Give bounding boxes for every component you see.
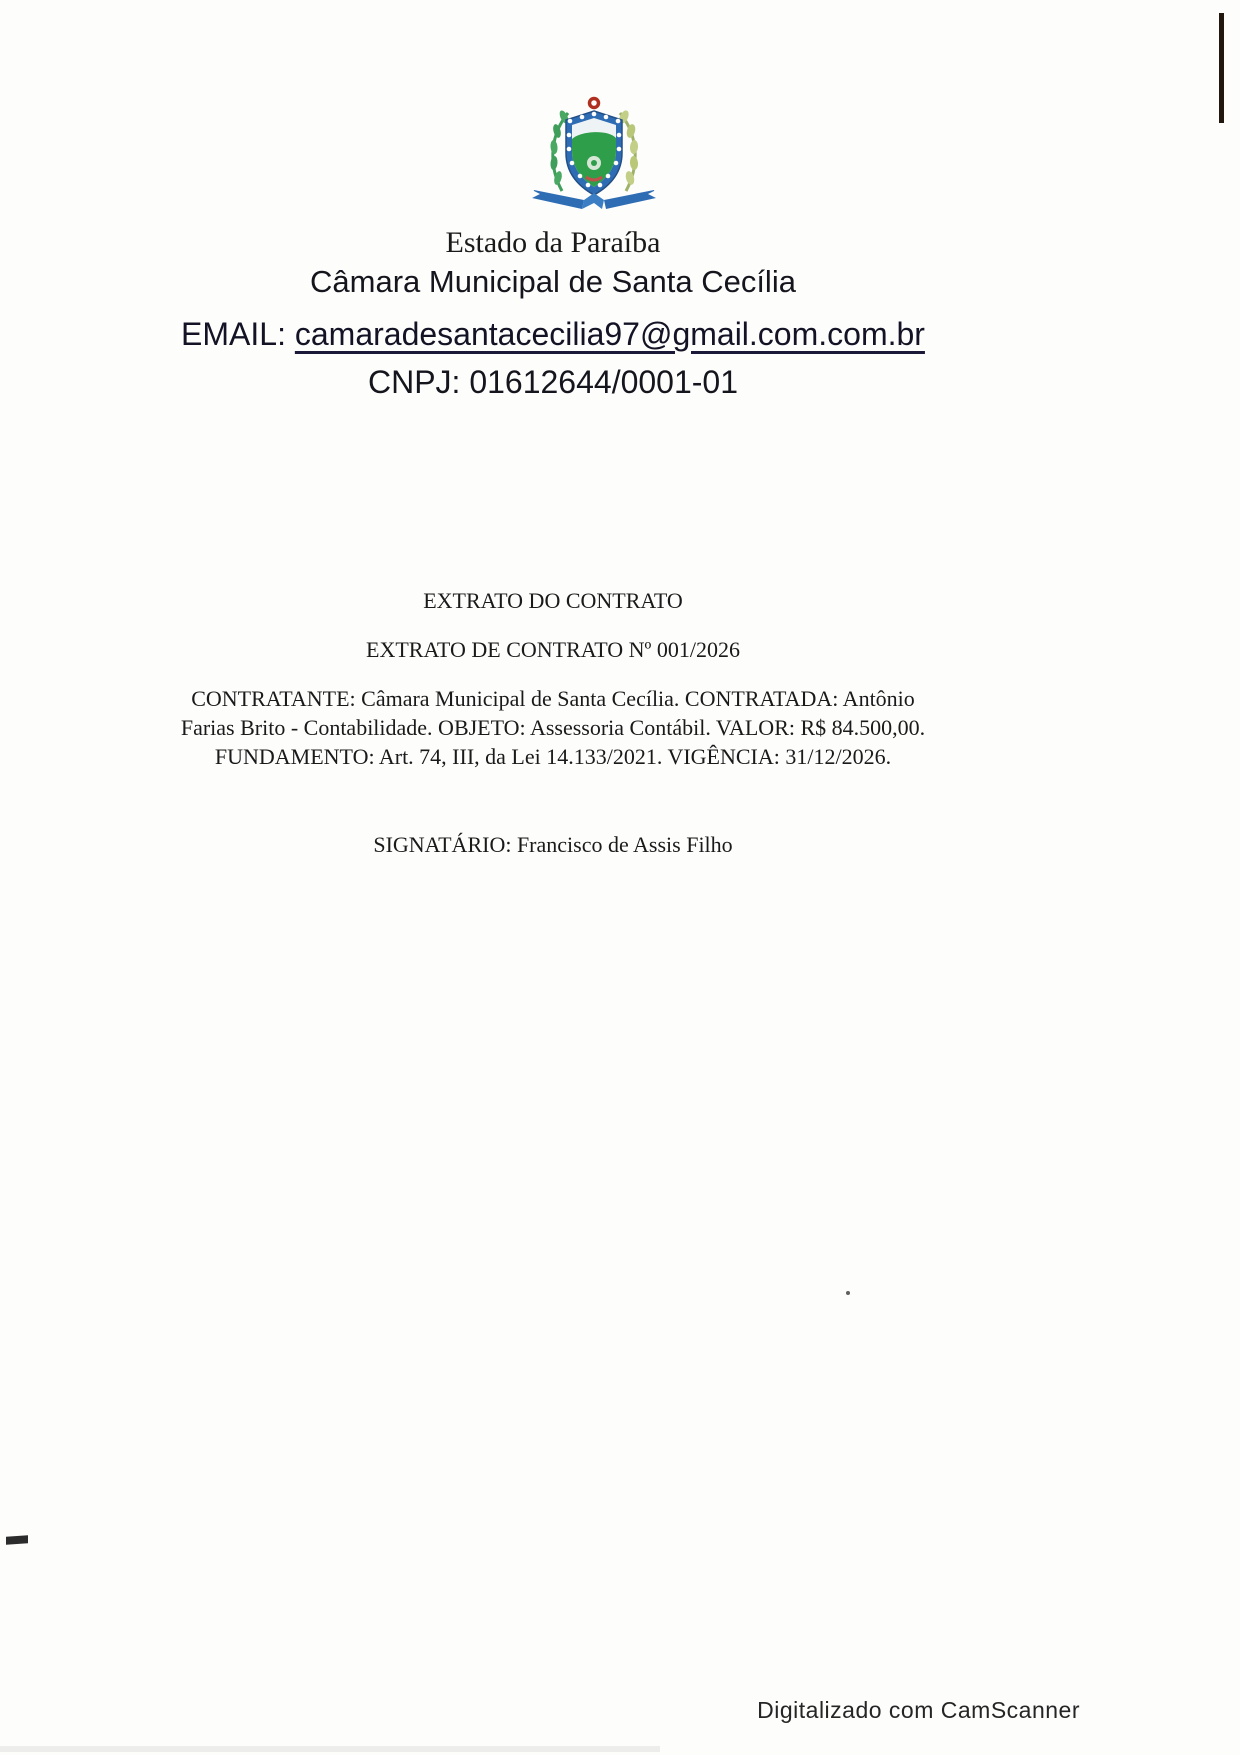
state-title: Estado da Paraíba: [445, 226, 661, 259]
scan-artifact-dot: [846, 1291, 850, 1295]
email-address: camaradesantacecilia97@gmail.com.com.br: [294, 316, 925, 352]
crest-svg: [528, 93, 660, 217]
signatory-line: SIGNATÁRIO: Francisco de Assis Filho: [373, 832, 733, 857]
scan-artifact-corner-mark: [6, 1535, 28, 1545]
paraiba-coat-of-arms-icon: [528, 93, 660, 217]
paragraph-line: Farias Brito - Contabilidade. OBJETO: Assessoria Contábil. VALOR: R$ 84.500,00.: [180, 715, 926, 740]
paragraph-line: CONTRATANTE: Câmara Municipal de Santa Cecília. CONTRATADA: Antônio: [191, 686, 915, 711]
document-title: EXTRATO DO CONTRATO: [423, 588, 683, 613]
contract-summary-paragraph: [0, 684, 1106, 771]
cnpj-line: CNPJ: 01612644/0001-01: [367, 364, 739, 400]
camscanner-watermark: Digitalizado com CamScanner: [757, 1697, 1080, 1723]
email-line: [0, 316, 1106, 353]
paragraph-line: FUNDAMENTO: Art. 74, III, da Lei 14.133/2021. VIGÊNCIA: 31/12/2026.: [214, 744, 892, 769]
email-label: EMAIL:: [181, 316, 286, 352]
document-subtitle: EXTRATO DE CONTRATO Nº 001/2026: [366, 637, 740, 662]
municipality-title: Câmara Municipal de Santa Cecília: [310, 264, 796, 299]
scan-artifact-bottom-smudge: [0, 1746, 660, 1752]
scan-artifact-vertical-line: [1219, 13, 1224, 123]
